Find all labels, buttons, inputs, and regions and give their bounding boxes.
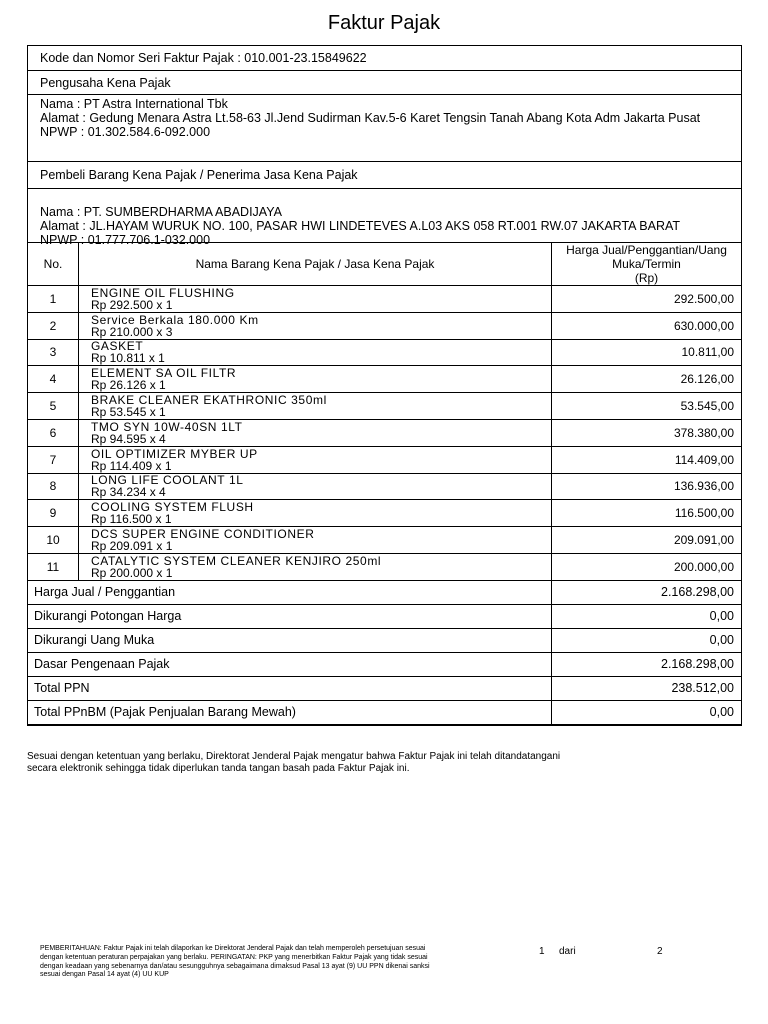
table-row	[28, 419, 741, 446]
item-name: ENGINE OIL FLUSHING	[91, 285, 235, 300]
summary-row	[28, 604, 741, 628]
table-row	[28, 312, 741, 339]
item-name-cell	[79, 419, 552, 446]
item-no: 5	[28, 393, 79, 420]
item-name-cell	[79, 339, 552, 366]
footer-line: dengan keadaan yang sebenarnya dan/atau sesungguhnya sebagaimana dimaksud Pasal 13 ayat (9) UU PPN dikenai sanksi	[40, 962, 430, 970]
table-row	[28, 473, 741, 500]
table-row	[28, 339, 741, 366]
item-price: 630.000,00	[552, 312, 742, 339]
item-name-cell	[79, 366, 552, 393]
item-name: CATALYTIC SYSTEM CLEANER KENJIRO 250ml	[91, 553, 382, 568]
summary-value: 0,00	[552, 700, 742, 724]
footer-notice	[40, 945, 480, 980]
table-row	[28, 393, 741, 420]
header-price	[552, 243, 742, 286]
table-row	[28, 286, 741, 313]
table-header	[28, 243, 741, 286]
buyer-name: Nama : PT. SUMBERDHARMA ABADIJAYA	[40, 205, 282, 219]
item-price: 136.936,00	[552, 473, 742, 500]
seller-details	[28, 95, 741, 162]
summary-value: 2.168.298,00	[552, 580, 742, 604]
summary-row	[28, 628, 741, 652]
item-no: 4	[28, 366, 79, 393]
item-name: ELEMENT SA OIL FILTR	[91, 366, 237, 381]
item-detail: Rp 26.126 x 1	[91, 378, 166, 393]
electronic-signature-note	[27, 751, 742, 775]
table-row	[28, 366, 741, 393]
document-title: Faktur Pajak	[327, 12, 441, 34]
summary-row	[28, 652, 741, 676]
item-detail: Rp 116.500 x 1	[91, 512, 172, 527]
item-detail: Rp 210.000 x 3	[91, 324, 173, 339]
serial-number-row: Kode dan Nomor Seri Faktur Pajak : 010.001-23.15849622	[28, 46, 741, 71]
item-name: Service Berkala 180.000 Km	[91, 312, 259, 327]
item-no: 7	[28, 446, 79, 473]
summary-label: Harga Jual / Penggantian	[28, 580, 552, 604]
item-name-cell	[79, 446, 552, 473]
summary-label: Dasar Pengenaan Pajak	[28, 652, 552, 676]
item-price: 378.380,00	[552, 419, 742, 446]
note-line: secara elektronik sehingga tidak diperlukan tanda tangan basah pada Faktur Pajak ini.	[27, 763, 410, 774]
header-price-line: Muka/Termin	[612, 257, 681, 271]
footer-line: PEMBERITAHUAN: Faktur Pajak ini telah dilaporkan ke Direktorat Jenderal Pajak dan telah memperoleh persetujuan sesuai	[40, 945, 426, 952]
buyer-heading: Pembeli Barang Kena Pajak / Penerima Jasa Kena Pajak	[28, 162, 741, 189]
item-price: 209.091,00	[552, 527, 742, 554]
page-total: 2	[657, 946, 663, 957]
item-name: TMO SYN 10W-40SN 1LT	[91, 419, 243, 434]
item-no: 2	[28, 312, 79, 339]
item-name: OIL OPTIMIZER MYBER UP	[91, 446, 258, 461]
summary-label: Total PPN	[28, 676, 552, 700]
table-row	[28, 446, 741, 473]
item-name-cell	[79, 527, 552, 554]
item-detail: Rp 114.409 x 1	[91, 458, 172, 473]
summary-row	[28, 676, 741, 700]
item-name-cell	[79, 500, 552, 527]
summary-value: 238.512,00	[552, 676, 742, 700]
item-no: 8	[28, 473, 79, 500]
item-name: BRAKE CLEANER EKATHRONIC 350ml	[91, 393, 327, 408]
header-no: No.	[28, 243, 79, 286]
summary-row	[28, 580, 741, 604]
seller-heading: Pengusaha Kena Pajak	[28, 71, 741, 95]
buyer-address: Alamat : JL.HAYAM WURUK NO. 100, PASAR HWI LINDETEVES A.L03 AKS 058 RT.001 RW.07 JAKARTA BARAT	[40, 219, 681, 233]
item-price: 200.000,00	[552, 553, 742, 580]
summary-value: 0,00	[552, 604, 742, 628]
item-detail: Rp 94.595 x 4	[91, 431, 166, 446]
item-price: 116.500,00	[552, 500, 742, 527]
item-name-cell	[79, 312, 552, 339]
item-name-cell	[79, 393, 552, 420]
header-name: Nama Barang Kena Pajak / Jasa Kena Pajak	[79, 243, 552, 286]
header-price-line: Harga Jual/Penggantian/Uang	[566, 243, 727, 257]
buyer-npwp: NPWP : 01.777.706.1-032.000	[40, 233, 211, 247]
footer-line: dengan ketentuan peraturan perpajakan yang berlaku. PERINGATAN: PKP yang menerbitkan Faktur Pajak yang tidak sesuai	[40, 953, 428, 961]
item-no: 9	[28, 500, 79, 527]
note-line: Sesuai dengan ketentuan yang berlaku, Direktorat Jenderal Pajak mengatur bahwa Faktur Pajak ini telah ditandatangani	[27, 751, 561, 762]
table-row	[28, 553, 741, 580]
item-price: 114.409,00	[552, 446, 742, 473]
item-price: 26.126,00	[552, 366, 742, 393]
header-price-line: (Rp)	[634, 271, 659, 285]
summary-label: Dikurangi Potongan Harga	[28, 604, 552, 628]
buyer-details	[28, 189, 741, 247]
item-no: 10	[28, 527, 79, 554]
summary-value: 2.168.298,00	[552, 652, 742, 676]
item-no: 3	[28, 339, 79, 366]
item-name: COOLING SYSTEM FLUSH	[91, 500, 254, 515]
item-name-cell	[79, 473, 552, 500]
invoice-frame	[27, 45, 742, 726]
table-row	[28, 500, 741, 527]
summary-row	[28, 700, 741, 724]
items-table	[28, 243, 741, 725]
item-name-cell	[79, 553, 552, 580]
seller-npwp: NPWP : 01.302.584.6-092.000	[40, 125, 211, 139]
items-section	[28, 243, 741, 725]
footer-line: sesuai dengan Pasal 14 ayat (4) UU KUP	[40, 971, 169, 979]
page-current: 1	[539, 946, 545, 957]
summary-label: Total PPnBM (Pajak Penjualan Barang Mewah)	[28, 700, 552, 724]
item-detail: Rp 34.234 x 4	[91, 485, 166, 500]
item-no: 11	[28, 553, 79, 580]
summary-value: 0,00	[552, 628, 742, 652]
item-name: LONG LIFE COOLANT 1L	[91, 473, 244, 488]
item-name: GASKET	[91, 339, 144, 354]
item-no: 6	[28, 419, 79, 446]
item-price: 10.811,00	[552, 339, 742, 366]
item-name-cell	[79, 286, 552, 313]
seller-name: Nama : PT Astra International Tbk	[40, 97, 228, 111]
table-row	[28, 527, 741, 554]
item-detail: Rp 292.500 x 1	[91, 297, 173, 312]
item-price: 292.500,00	[552, 286, 742, 313]
item-name: DCS SUPER ENGINE CONDITIONER	[91, 527, 315, 542]
item-detail: Rp 200.000 x 1	[91, 565, 173, 580]
page-of-label: dari	[559, 946, 576, 957]
item-detail: Rp 209.091 x 1	[91, 539, 173, 554]
item-detail: Rp 10.811 x 1	[91, 351, 165, 366]
seller-address: Alamat : Gedung Menara Astra Lt.58-63 Jl.Jend Sudirman Kav.5-6 Karet Tengsin Tanah Abang Kota Adm Jakarta Pusat	[40, 111, 701, 125]
item-no: 1	[28, 286, 79, 313]
summary-label: Dikurangi Uang Muka	[28, 628, 552, 652]
item-price: 53.545,00	[552, 393, 742, 420]
item-detail: Rp 53.545 x 1	[91, 405, 166, 420]
